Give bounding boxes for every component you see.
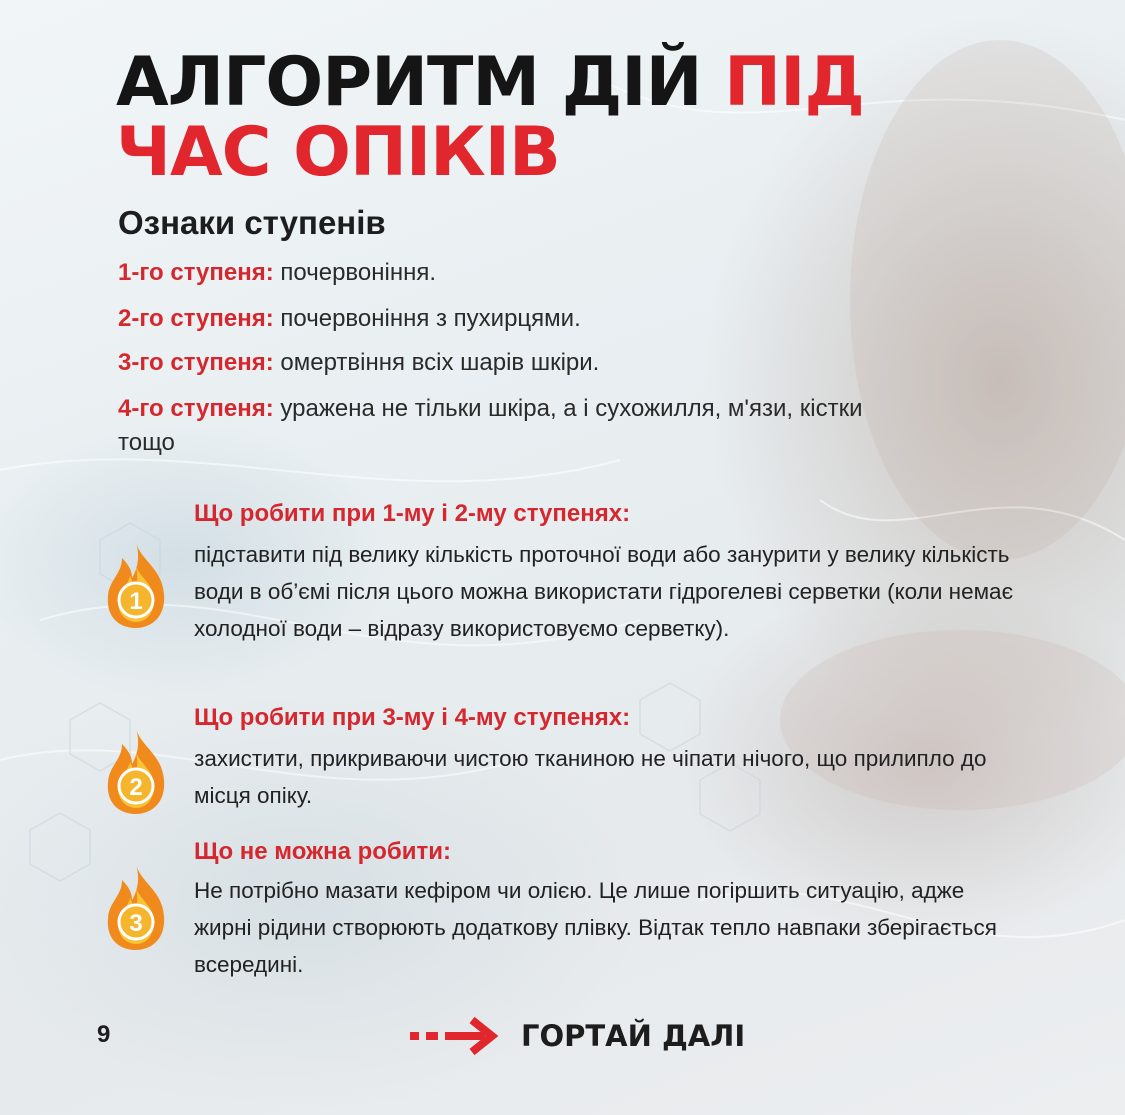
next-page-link[interactable] — [410, 1016, 745, 1056]
degree-text: почервоніння. — [273, 259, 437, 286]
degree-item-1 — [118, 256, 878, 290]
title-line2-red: ЧАС ОПІКІВ — [116, 113, 560, 192]
next-page-label: ГОРТАЙ ДАЛІ — [521, 1019, 746, 1053]
badge-number: 3 — [129, 910, 143, 937]
degree-label: 1-го ступеня: — [118, 259, 274, 286]
action-text: захистити, прикриваючи чистою тканиною не чіпати нічого, що прилипло до місця опіку. — [194, 746, 987, 808]
action-heading: Що робити при 3-му і 4-му ступенях: — [194, 704, 631, 731]
degree-label: 2-го ступеня: — [118, 305, 274, 332]
section-subtitle: Ознаки ступенів — [118, 204, 386, 241]
degree-item-2 — [118, 302, 878, 336]
dashed-arrow-icon — [410, 1016, 505, 1056]
degree-text: почервоніння з пухирцями. — [273, 305, 581, 332]
page-title — [116, 43, 864, 192]
action-text: Не потрібно мазати кефіром чи олією. Це лише погіршить ситуацію, адже жирні рідини створюють додаткову плівку. Відтак тепло навпаки зберігається всередині. — [194, 878, 997, 977]
degree-text: омертвіння всіх шарів шкіри. — [273, 349, 600, 376]
flame-badge-icon — [100, 724, 172, 816]
action-heading: Що не можна робити: — [194, 838, 452, 865]
title-line1-dark: АЛГОРИТМ ДІЙ — [116, 43, 725, 122]
degree-label: 4-го ступеня: — [118, 395, 274, 422]
flame-badge-icon — [100, 860, 172, 952]
action-heading: Що робити при 1-му і 2-му ступенях: — [194, 500, 631, 527]
badge-number: 2 — [129, 774, 143, 801]
degree-label: 3-го ступеня: — [118, 349, 274, 376]
page-number: 9 — [97, 1021, 111, 1048]
badge-number: 1 — [129, 588, 143, 615]
action-text: підставити під велику кількість проточної води або занурити у велику кількість води в об’ємі після цього можна використати гідрогелеві серветки (коли немає холодної води – відразу використовуємо серветку). — [194, 542, 1014, 641]
degree-item-4 — [118, 392, 878, 460]
title-line1-red: ПІД — [724, 43, 864, 122]
degree-item-3 — [118, 346, 878, 380]
flame-badge-icon — [100, 538, 172, 630]
degree-text: уражена не тільки шкіра, а і сухожилля, м'язи, кістки тощо — [118, 395, 863, 456]
